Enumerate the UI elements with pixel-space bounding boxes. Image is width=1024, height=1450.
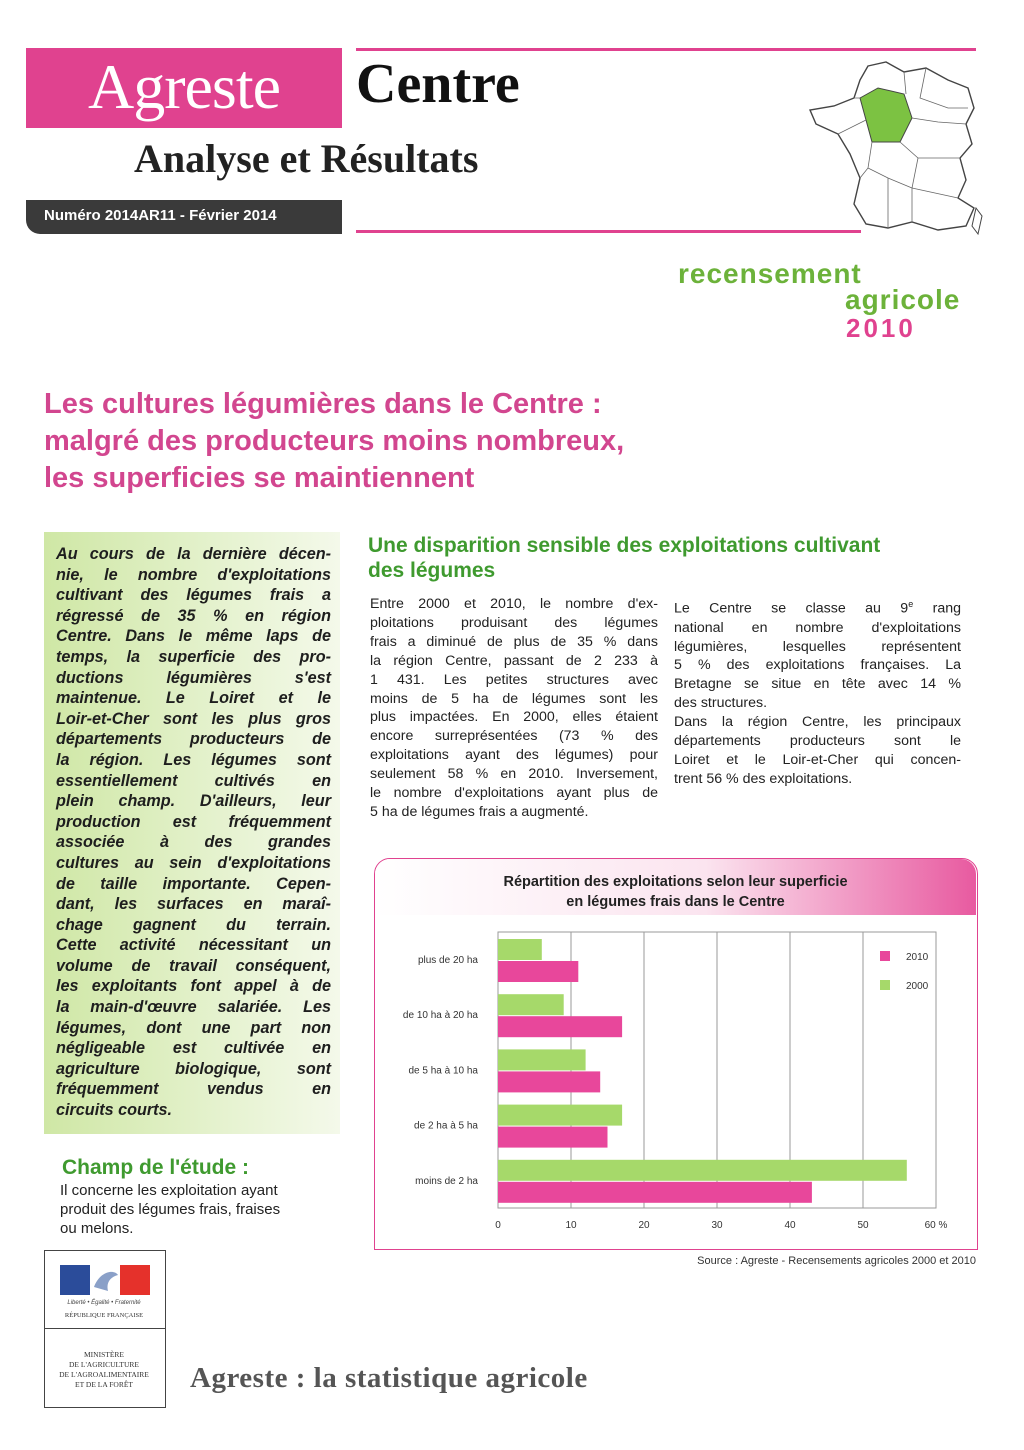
bar-2010 (498, 1016, 622, 1037)
category-label: de 5 ha à 10 ha (408, 1065, 478, 1077)
body-line: encore surreprésentées (73 % des (370, 728, 658, 745)
body-line: frais a diminué de plus de 35 % dans (370, 633, 658, 650)
body-line: plus impactées. En 2000, elles étaient (370, 709, 658, 726)
republic-motto: Liberté • Égalité • Fraternité (67, 1300, 141, 1306)
body-line: des structures. (674, 695, 768, 712)
category-label: de 10 ha à 20 ha (402, 1010, 478, 1022)
ministry-line: ET DE LA FORÊT (75, 1380, 133, 1389)
republic-name: RÉPUBLIQUE FRANÇAISE (64, 1312, 144, 1319)
body-line: exploitations ayant des légumes) pour (370, 747, 658, 764)
chart-title-line: Répartition des exploitations selon leur superficie (503, 874, 848, 890)
category-label: de 2 ha à 5 ha (414, 1120, 478, 1132)
body-line: la main-d'œuvre salariée. Les (56, 998, 331, 1017)
bar-2000 (498, 994, 564, 1015)
body-line: légumes, dont une part non (56, 1018, 331, 1037)
bar-2010 (498, 1127, 608, 1148)
x-tick-label: 50 (857, 1220, 869, 1231)
body-line: cultures au sein d'exploitations (56, 853, 331, 872)
body-line: Bretagne se situe en tête avec 14 % (674, 676, 961, 693)
body-line: les exploitants font appel à de (56, 977, 331, 996)
x-tick-label: 0 (495, 1220, 501, 1231)
body-column-left (370, 595, 658, 822)
body-line: Cette activité nécessitant un (56, 936, 331, 955)
section-heading-line: des légumes (368, 559, 496, 582)
body-line: Centre. Dans le même laps de (56, 627, 331, 646)
body-line: dant, les surfaces en maraî- (56, 895, 331, 914)
bar-2010 (498, 1071, 600, 1092)
body-line: circuits courts. (56, 1101, 173, 1120)
france-map-icon (808, 58, 983, 238)
body-line: le nombre d'exploitations ayant plus de (370, 785, 658, 802)
body-line: négligeable est cultivée en (56, 1039, 331, 1058)
body-line: Dans la région Centre, les principaux (674, 714, 961, 731)
body-line: seulement 58 % en 2010. Inversement, (370, 766, 658, 783)
summary-text (56, 544, 331, 1121)
bar-2010 (498, 961, 578, 982)
article-title (44, 386, 764, 497)
x-tick-label: 60 % (924, 1220, 948, 1231)
x-tick-label: 30 (711, 1220, 723, 1231)
body-line: plein champ. D'ailleurs, leur (56, 792, 331, 811)
chart-source: Source : Agreste - Recensements agricoles 2000 et 2010 (697, 1255, 976, 1267)
chart-title (375, 872, 976, 912)
article-title-line: Les cultures légumières dans le Centre : (44, 388, 602, 420)
scope-line: ou melons. (60, 1220, 134, 1237)
article-title-line: malgré des producteurs moins nombreux, (44, 425, 625, 457)
body-line: légumières, lesquelles représentent (674, 638, 961, 655)
marianne-logo-icon (60, 1265, 150, 1295)
census-logo-line-1: recensement (678, 258, 862, 289)
article-title-line: les superficies se maintiennent (44, 462, 475, 494)
body-line: nie, le nombre d'exploitations (56, 565, 331, 584)
body-line: la région Centre, passant de 2 233 à (370, 652, 658, 669)
body-line: Loiret et le Loir-et-Cher qui concen- (674, 751, 961, 768)
brand-logo-text: Agreste (87, 51, 281, 122)
body-line: Le Centre se classe au 9e rang (674, 599, 961, 617)
body-line: national en nombre d'exploitations (674, 619, 961, 636)
header-divider-top (356, 48, 976, 51)
bar-2000 (498, 1105, 622, 1126)
body-line: associée à des grandes (56, 833, 331, 852)
bar-2000 (498, 939, 542, 960)
header-divider-bottom (356, 230, 861, 233)
bar-2010 (498, 1182, 812, 1203)
body-line: essentiellement cultivés en (56, 771, 331, 790)
logo-divider (44, 1328, 165, 1329)
category-label: plus de 20 ha (417, 955, 478, 966)
section-heading-line: Une disparition sensible des exploitations cultivant (368, 534, 881, 557)
x-tick-label: 10 (565, 1220, 577, 1231)
section-heading (368, 533, 968, 583)
body-line: régressé de 35 % en région (56, 606, 331, 625)
body-line: Au cours de la dernière décen- (56, 545, 331, 563)
census-logo-year: 2010 (846, 313, 916, 343)
body-line: volume de travail conséquent, (56, 956, 331, 975)
body-column-right (674, 595, 961, 789)
issue-number: Numéro 2014AR11 - Février 2014 (44, 207, 277, 224)
ministry-line: DE L'AGRICULTURE (68, 1360, 140, 1369)
legend-label: 2010 (906, 952, 929, 963)
body-line: la région. Les légumes sont (56, 750, 331, 769)
scope-line: Il concerne les exploitation ayant (60, 1182, 278, 1199)
body-line: ductions légumières s'est (56, 668, 331, 687)
x-tick-label: 40 (784, 1220, 796, 1231)
scope-text (60, 1181, 320, 1238)
body-line: Entre 2000 et 2010, le nombre d'ex- (370, 596, 658, 612)
body-line: de taille importante. Cepen- (56, 874, 331, 893)
body-line: 5 ha de légumes frais a augmenté. (370, 803, 589, 820)
ministry-name (46, 1350, 162, 1390)
scope-line: produit des légumes frais, fraises (60, 1201, 281, 1218)
body-line: moins de 5 ha de légumes sont les (370, 690, 658, 707)
body-line: temps, la superficie des pro- (56, 647, 331, 666)
body-line: 1 431. Les petites structures avec (370, 671, 658, 688)
legend-label: 2000 (906, 981, 929, 992)
bar-2000 (498, 1160, 907, 1181)
ministry-line: MINISTÈRE (84, 1350, 124, 1359)
body-line: cultivant des légumes frais a (56, 586, 331, 605)
body-line: départements producteurs sont le (674, 733, 961, 750)
body-line: maintenue. Le Loiret et le (56, 689, 331, 708)
legend-swatch (880, 980, 890, 990)
census-logo-line-2: agricole (845, 284, 961, 315)
body-line: fréquemment vendus en (56, 1080, 331, 1099)
body-line: Loir-et-Cher sont les plus gros (56, 709, 331, 728)
body-line: chage gagnent du terrain. (56, 915, 331, 934)
scope-heading: Champ de l'étude : (62, 1156, 250, 1179)
body-line: 5 % des exploitations françaises. La (674, 657, 961, 674)
region-title: Centre (356, 53, 520, 115)
body-line: départements producteurs de (56, 730, 331, 749)
bar-2000 (498, 1049, 586, 1070)
publication-subtitle: Analyse et Résultats (134, 136, 479, 181)
x-tick-label: 20 (638, 1220, 650, 1231)
category-label: moins de 2 ha (415, 1175, 478, 1187)
legend-swatch (880, 951, 890, 961)
body-line: ploitations produisant des légumes (370, 614, 658, 631)
footer-slogan: Agreste : la statistique agricole (190, 1362, 588, 1394)
ministry-line: DE L'AGROALIMENTAIRE (59, 1370, 149, 1379)
bar-chart (376, 916, 976, 1246)
chart-title-line: en légumes frais dans le Centre (566, 894, 785, 910)
body-line: trent 56 % des exploitations. (674, 770, 853, 787)
body-line: production est fréquemment (56, 812, 331, 831)
body-line: agriculture biologique, sont (56, 1059, 331, 1078)
